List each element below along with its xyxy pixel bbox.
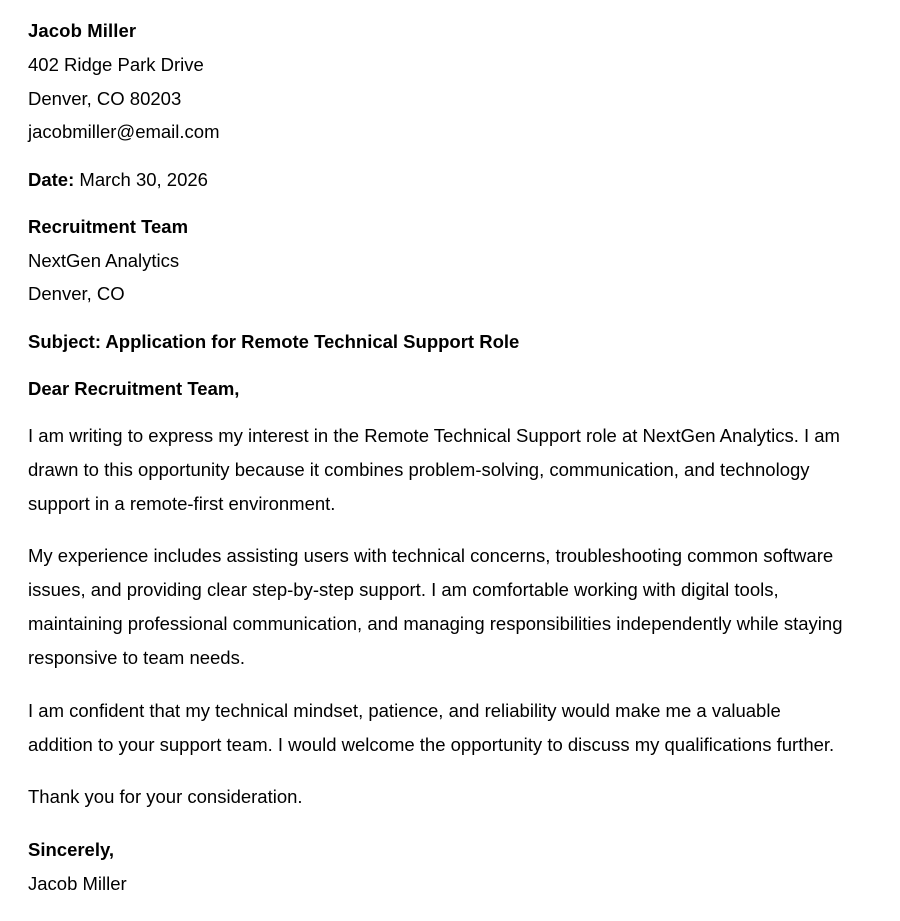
recipient-location: Denver, CO xyxy=(28,283,125,304)
date-line xyxy=(28,163,843,196)
closing-block xyxy=(28,833,843,901)
body-paragraph-1: I am writing to express my interest in the Remote Technical Support role at NextGen Analytics. I am drawn to this opportunity because it combines problem-solving, communication, and technology support in a remote-first environment. xyxy=(28,424,840,514)
sender-street: 402 Ridge Park Drive xyxy=(28,54,204,75)
signature-name: Jacob Miller xyxy=(28,872,127,894)
sender-email: jacobmiller@email.com xyxy=(28,121,220,142)
body-paragraph-4: Thank you for your consideration. xyxy=(28,786,303,807)
recipient-address-block xyxy=(28,210,843,311)
recipient-name: Recruitment Team xyxy=(28,215,189,237)
cover-letter-body xyxy=(28,14,843,900)
sender-city-state-zip: Denver, CO 80203 xyxy=(28,87,182,109)
sender-name: Jacob Miller xyxy=(28,20,137,41)
salutation: Dear Recruitment Team, xyxy=(28,377,240,399)
closing-phrase: Sincerely, xyxy=(28,838,115,860)
body-paragraph-2: My experience includes assisting users with technical concerns, troubleshooting common software issues, and providing clear step-by-step support. I am comfortable working with digital tools, maintaining professional communication, and managing responsibilities independently while staying responsive to team needs. xyxy=(28,545,843,668)
recipient-company: NextGen Analytics xyxy=(28,249,180,271)
date-label: Date: xyxy=(28,168,75,190)
date-value: March 30, 2026 xyxy=(79,168,208,190)
sender-address-block xyxy=(28,14,843,149)
subject-line: Subject: Application for Remote Technical Support Role xyxy=(28,330,520,352)
body-paragraph-3: I am confident that my technical mindset, patience, and reliability would make me a valuable addition to your support team. I would welcome the opportunity to discuss my qualifications further. xyxy=(28,699,835,755)
